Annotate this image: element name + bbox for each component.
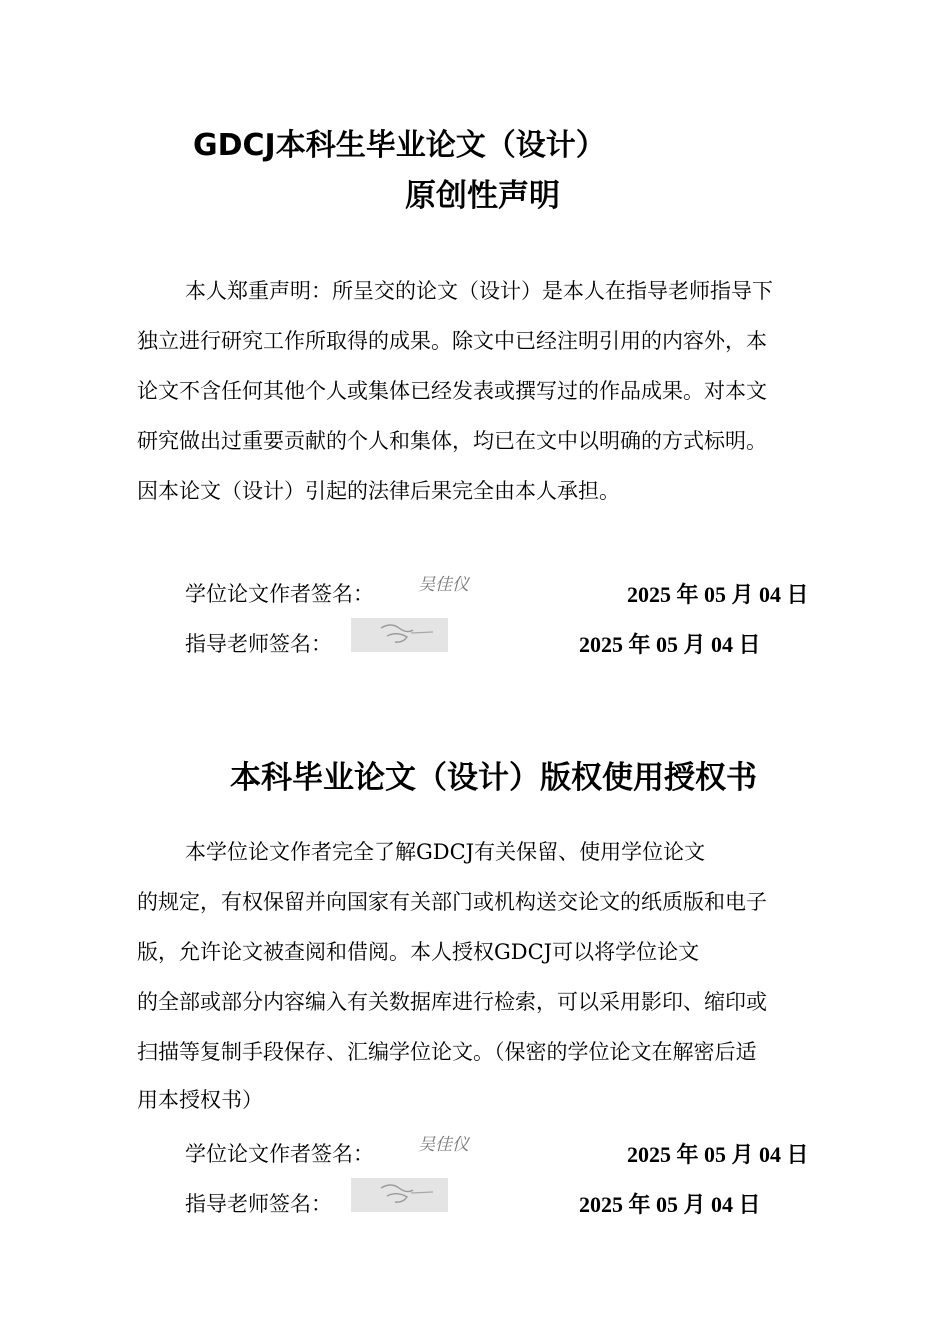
advisor-signature-label: 指导老师签名： xyxy=(185,632,332,656)
authorization-paragraph-line: 用本授权书） xyxy=(137,1088,263,1112)
declaration-paragraph-line: 因本论文（设计）引起的法律后果完全由本人承担。 xyxy=(137,479,620,503)
author-signature-date: 2025 年 05 月 04 日 xyxy=(627,1142,809,1167)
author-signature-label: 学位论文作者签名： xyxy=(185,582,374,606)
declaration-title-line2: 原创性声明 xyxy=(405,178,560,214)
author-signature-image xyxy=(416,570,478,600)
authorization-paragraph-line: 本学位论文作者完全了解GDCJ有关保留、使用学位论文 xyxy=(185,840,706,864)
declaration-title-line1: GDCJ本科生毕业论文（设计） xyxy=(193,128,606,163)
advisor-signature-image xyxy=(351,1178,448,1212)
declaration-paragraph-line: 独立进行研究工作所取得的成果。除文中已经注明引用的内容外，本 xyxy=(137,329,767,353)
authorization-paragraph-line: 的规定，有权保留并向国家有关部门或机构送交论文的纸质版和电子 xyxy=(137,890,767,914)
author-signature-label: 学位论文作者签名： xyxy=(185,1142,374,1166)
declaration-paragraph-line: 本人郑重声明：所呈交的论文（设计）是本人在指导老师指导下 xyxy=(185,279,773,303)
authorization-title: 本科毕业论文（设计）版权使用授权书 xyxy=(230,760,757,796)
advisor-signature-image xyxy=(351,618,448,652)
advisor-signature-label: 指导老师签名： xyxy=(185,1192,332,1216)
declaration-paragraph-line: 论文不含任何其他个人或集体已经发表或撰写过的作品成果。对本文 xyxy=(137,379,767,403)
advisor-signature-date: 2025 年 05 月 04 日 xyxy=(579,1192,761,1217)
author-signature-date: 2025 年 05 月 04 日 xyxy=(627,582,809,607)
author-signature-text: 吴佳仪 xyxy=(418,575,469,595)
author-signature-image xyxy=(416,1130,478,1160)
authorization-paragraph-line: 扫描等复制手段保存、汇编学位论文。（保密的学位论文在解密后适 xyxy=(137,1040,757,1064)
advisor-signature-date: 2025 年 05 月 04 日 xyxy=(579,632,761,657)
authorization-paragraph-line: 的全部或部分内容编入有关数据库进行检索，可以采用影印、缩印或 xyxy=(137,990,767,1014)
authorization-paragraph-line: 版，允许论文被查阅和借阅。本人授权GDCJ可以将学位论文 xyxy=(137,940,700,964)
author-signature-text: 吴佳仪 xyxy=(418,1135,469,1155)
declaration-paragraph-line: 研究做出过重要贡献的个人和集体，均已在文中以明确的方式标明。 xyxy=(137,429,767,453)
